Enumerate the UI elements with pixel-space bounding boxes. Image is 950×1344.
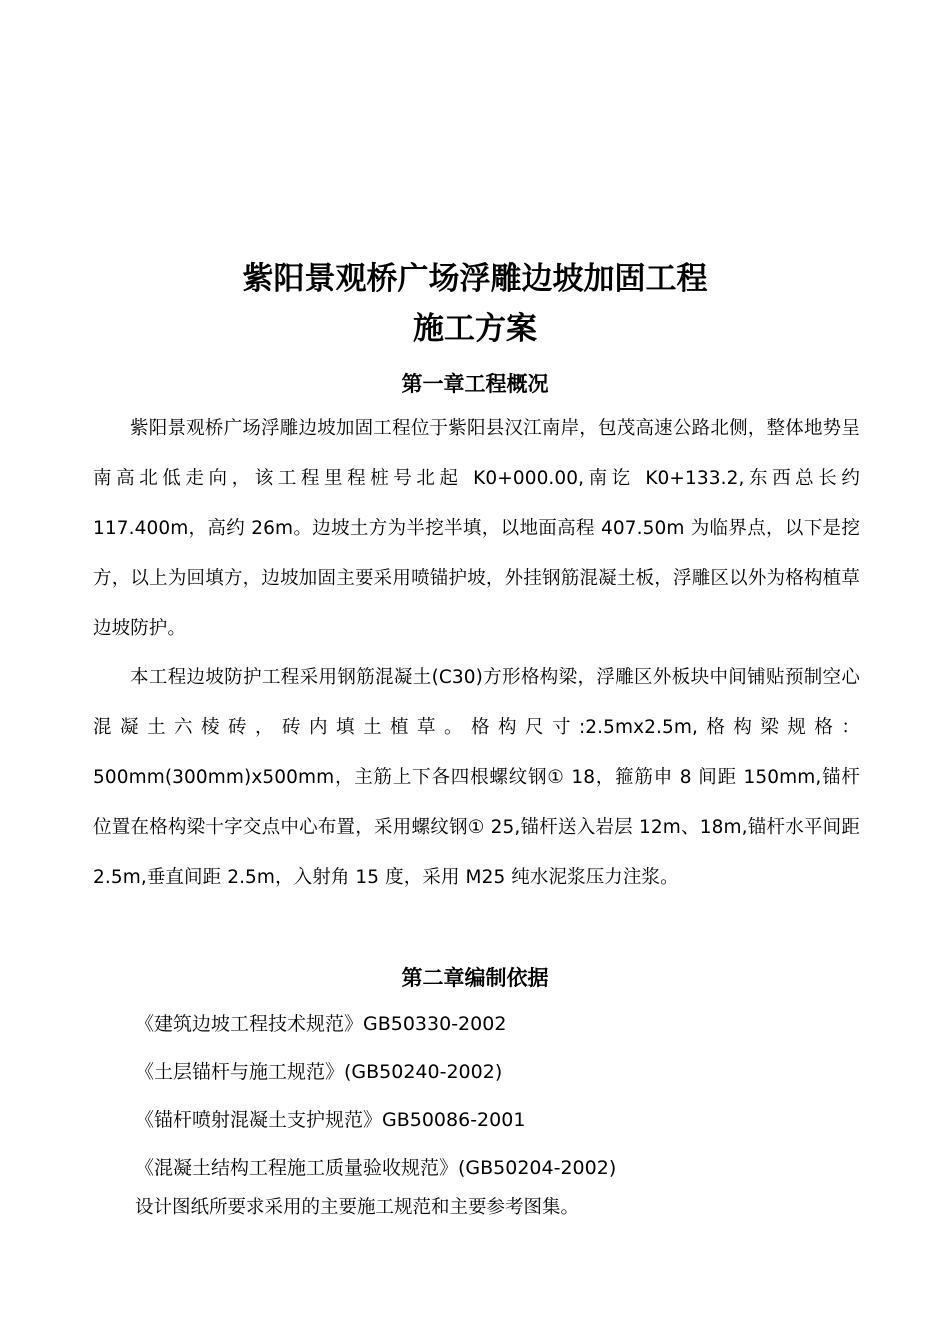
reference-item: 《土层锚杆与施工规范》(GB50240-2002): [135, 1061, 503, 1083]
document-title-line-1: 紫阳景观桥广场浮雕边坡加固工程: [242, 261, 708, 297]
reference-item: 《建筑边坡工程技术规范》GB50330-2002: [135, 1013, 507, 1035]
reference-item: 《混凝土结构工程施工质量验收规范》(GB50204-2002): [135, 1157, 617, 1179]
chapter-1-paragraph-1: 紫阳景观桥广场浮雕边坡加固工程位于紫阳县汉江南岸，包茂高速公路北侧，整体地势呈南高北低走向，该工程里程桩号北起 K0+000.00,南讫 K0+133.2,东西总长约 117.400m，高约 26m。边坡土方为半挖半填，以地面高程 407.50m 为临界点，以下是挖方，以上为回填方，边坡加固主要采用喷锚护坡，外挂钢筋混凝土板，浮雕区以外为格构植草边坡防护。: [93, 418, 860, 639]
reference-list: [135, 1000, 875, 1192]
reference-item: 《锚杆喷射混凝土支护规范》GB50086-2001: [135, 1109, 526, 1131]
document-title-line-2: 施工方案: [413, 311, 537, 347]
chapter-1-paragraph-2: 本工程边坡防护工程采用钢筋混凝土(C30)方形格构梁，浮雕区外板块中间铺贴预制空心混凝土六棱砖，砖内填土植草。格构尺寸:2.5mx2.5m,格构梁规格：500mm(300mm)x500mm，主筋上下各四根螺纹钢① 18，箍筋申 8 间距 150mm,锚杆位置在格构梁十字交点中心布置，采用螺纹钢① 25,锚杆送入岩层 12m、18m,锚杆水平间距 2.5m,垂直间距 2.5m，入射角 15 度，采用 M25 纯水泥浆压力注浆。: [93, 667, 860, 888]
chapter-2-heading: 第二章编制依据: [401, 966, 549, 990]
reference-note: 设计图纸所要求采用的主要施工规范和主要参考图集。: [135, 1197, 580, 1218]
chapter-1-heading: 第一章工程概况: [401, 372, 549, 396]
